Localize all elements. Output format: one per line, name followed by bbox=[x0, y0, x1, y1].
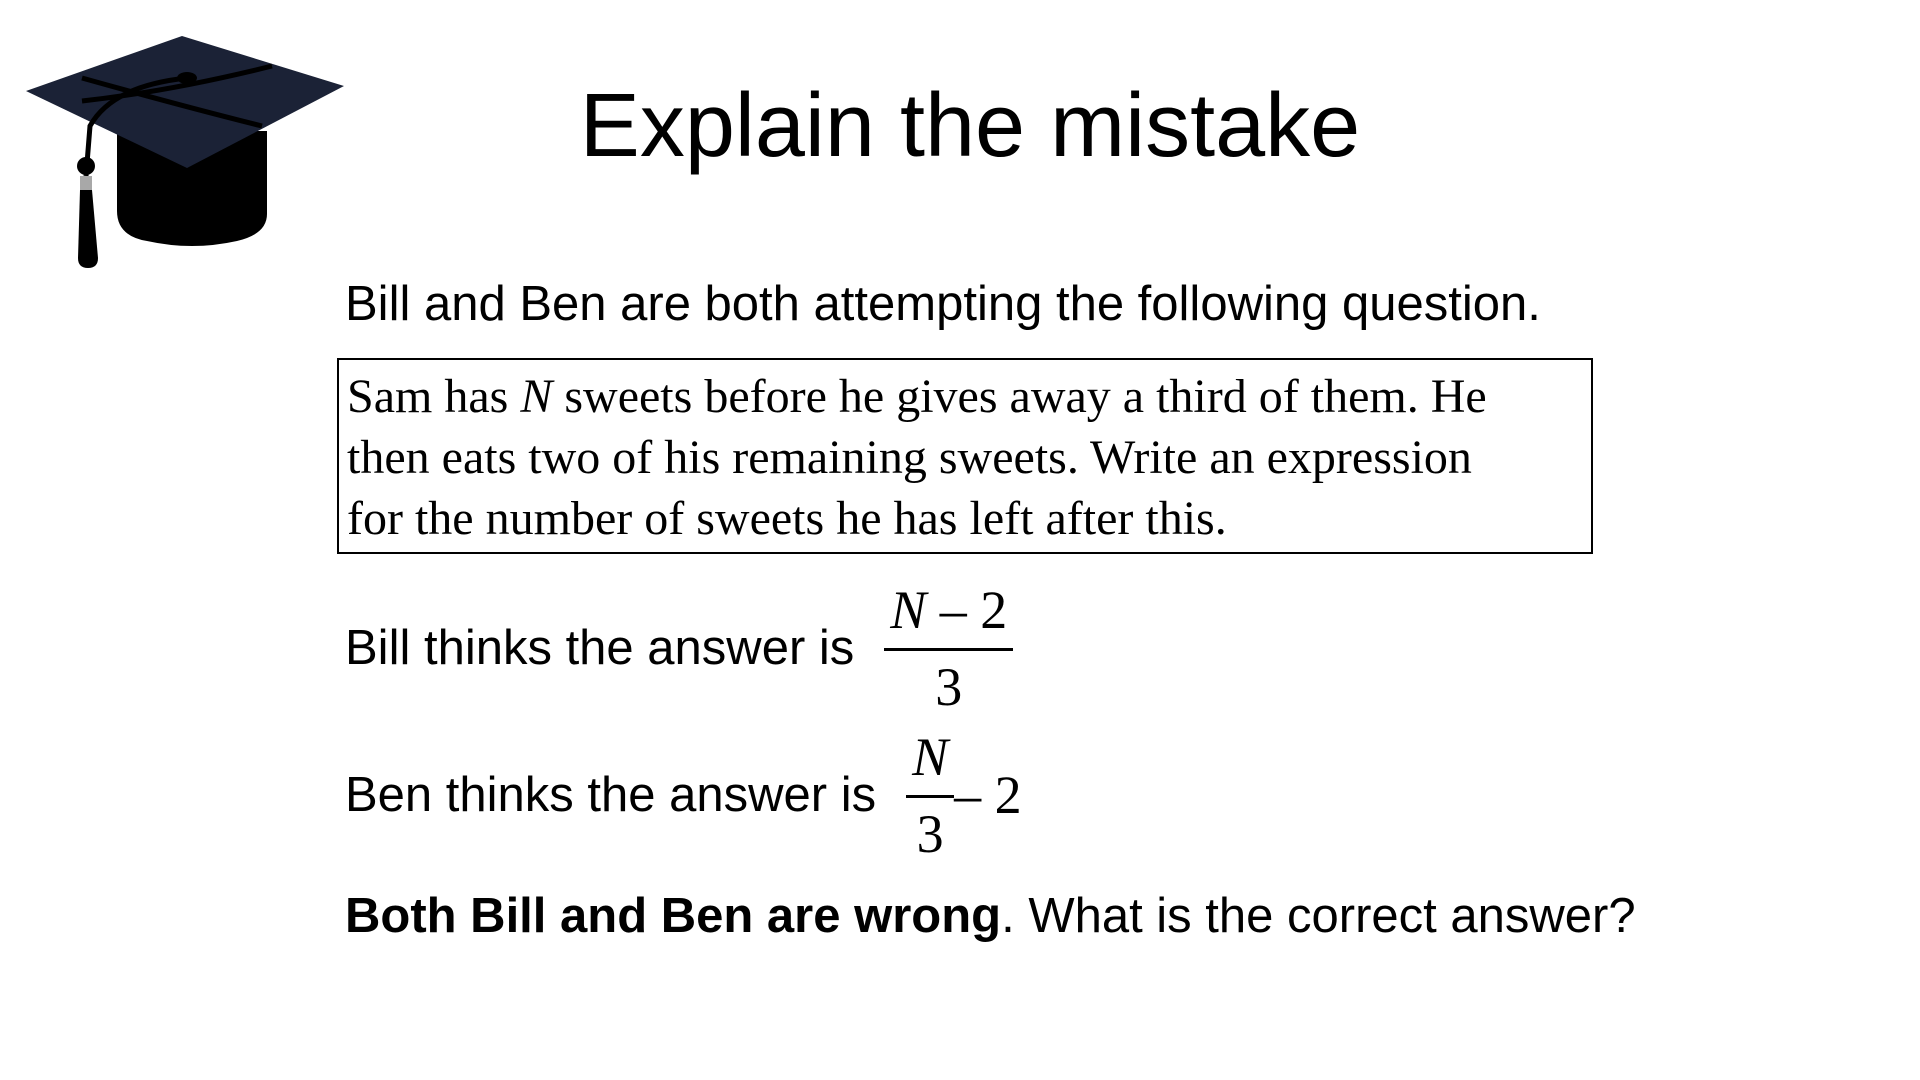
question-text: sweets before he gives away a third of them. He bbox=[552, 370, 1487, 423]
conclusion-text bbox=[345, 886, 1645, 946]
ben-suffix: – 2 bbox=[954, 765, 1022, 825]
fraction-denominator: 3 bbox=[916, 803, 944, 864]
page-title: Explain the mistake bbox=[579, 76, 1361, 176]
question-box bbox=[337, 358, 1593, 554]
ben-answer bbox=[345, 725, 1022, 865]
question-line-2: then eats two of his remaining sweets. Write an expression bbox=[347, 431, 1472, 484]
graduation-cap-icon bbox=[22, 36, 352, 284]
bill-answer-label: Bill thinks the answer is bbox=[345, 621, 855, 675]
variable-n: N bbox=[890, 579, 927, 640]
bill-fraction bbox=[884, 578, 1013, 719]
conclusion-bold: Both Bill and Ben are wrong bbox=[345, 889, 1002, 943]
fraction-numerator: N bbox=[912, 726, 949, 787]
bill-answer bbox=[345, 578, 1013, 718]
fraction-denominator: 3 bbox=[935, 656, 963, 717]
ben-answer-label: Ben thinks the answer is bbox=[345, 768, 877, 822]
variable-n: N bbox=[520, 370, 553, 423]
conclusion-rest: . What is the correct answer? bbox=[1001, 889, 1636, 943]
question-line-1 bbox=[347, 366, 1583, 427]
numerator-rest: – 2 bbox=[926, 579, 1008, 640]
fraction-numerator bbox=[884, 578, 1013, 648]
ben-fraction bbox=[906, 725, 954, 866]
question-text: Sam has bbox=[347, 370, 521, 423]
intro-text: Bill and Ben are both attempting the following question. bbox=[345, 277, 1541, 331]
question-line-3: for the number of sweets he has left after this. bbox=[347, 492, 1227, 545]
